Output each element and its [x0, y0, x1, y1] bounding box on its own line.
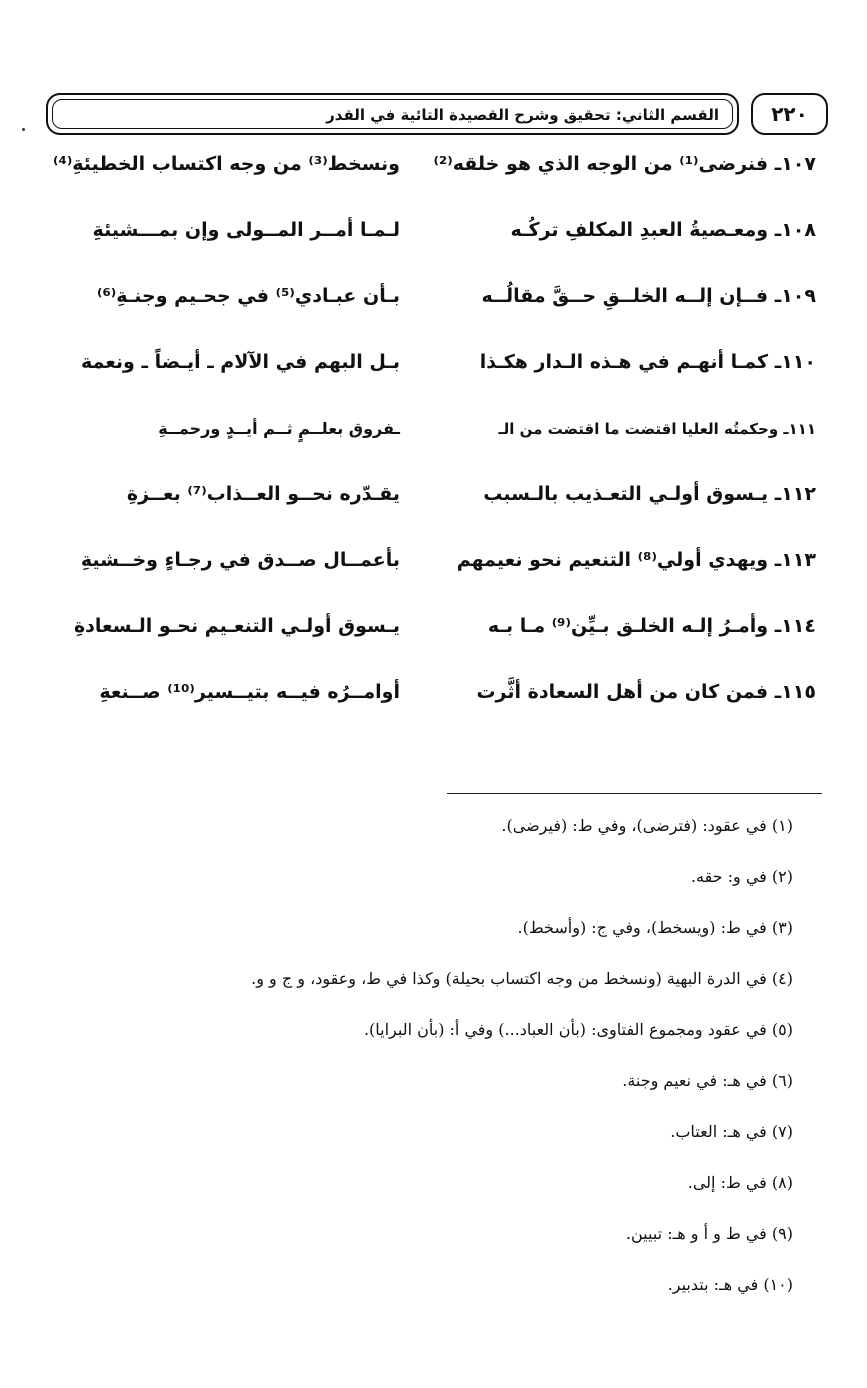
verse-first-hemistich: ١١٢ـ يـسوق أولـي التعـذيب بالـسبب	[483, 483, 816, 505]
verse-second-hemistich: لـمـا أمــر المــولى وإن بمـــشيئةِ	[92, 219, 400, 241]
verse-112	[50, 475, 816, 541]
verse-108	[50, 211, 816, 277]
verse-first-hemistich: ١٠٨ـ ومعـصيةُ العبدِ المكلفِ تركُـه	[510, 219, 816, 241]
verse-111	[50, 409, 816, 475]
verse-first-hemistich: ١١٣ـ ويهدي أولي⁽⁸⁾ التنعيم نحو نعيمهم	[456, 549, 816, 571]
footnote-separator	[447, 793, 822, 794]
verse-second-hemistich: يقـدّره نحــو العــذاب⁽⁷⁾ بعــزةِ	[126, 483, 400, 505]
footnote-list	[103, 811, 793, 1321]
verse-first-hemistich: ١٠٩ـ فــإن إلــه الخلــقِ حــقَّ مقالُــه	[481, 285, 816, 307]
footnote: (١٠) في هـ: بتدبير.	[667, 1275, 793, 1294]
verse-second-hemistich: يـسوق أولـي التنعـيم نحـو الـسعادةِ	[73, 615, 400, 637]
verse-second-hemistich: ـفروق بعلــمٍ ثــم أيــدٍ ورحمــةِ	[158, 419, 400, 438]
title-frame	[46, 93, 739, 135]
verse-first-hemistich: ١١٤ـ وأمـرُ إلـه الخلـق بـيِّن⁽⁹⁾ مـا بـه	[487, 615, 816, 637]
page-number-frame	[751, 93, 828, 135]
footnote: (٤) في الدرة البهية (ونسخط من وجه اكتساب بحيلة) وكذا في ط، وعقود، و ج و و.	[251, 969, 793, 988]
page-header	[46, 93, 828, 137]
footnote: (٦) في هـ: في نعيم وجنة.	[622, 1071, 793, 1090]
footnote: (٥) في عقود ومجموع الفتاوى: (بأن العباد...) وفي أ: (بأن البرايا).	[363, 1020, 793, 1039]
verse-second-hemistich: أوامــرُه فيــه بتيــسير⁽¹⁰⁾ صــنعةِ	[99, 681, 400, 703]
verse-second-hemistich: ونسخط⁽³⁾ من وجه اكتساب الخطيئةِ⁽⁴⁾	[53, 153, 400, 175]
footnote: (١) في عقود: (فترضى)، وفي ط: (فيرضى).	[501, 816, 793, 835]
footnote: (٧) في هـ: العتاب.	[670, 1122, 793, 1141]
verse-first-hemistich: ١٠٧ـ فنرضى⁽¹⁾ من الوجه الذي هو خلقه⁽²⁾	[433, 153, 816, 175]
verse-107	[50, 145, 816, 211]
footnote: (٣) في ط: (ويسخط)، وفي ج: (وأسخط).	[517, 918, 793, 937]
footnote: (٢) في و: حقه.	[690, 867, 793, 886]
verse-114	[50, 607, 816, 673]
verse-first-hemistich: ١١٠ـ كمـا أنهـم في هـذه الـدار هكـذا	[479, 351, 816, 373]
footnote: (٩) في ط و أ و هـ: تبيين.	[625, 1224, 793, 1243]
verse-list	[50, 145, 816, 739]
footnote: (٨) في ط: إلى.	[687, 1173, 793, 1192]
running-title: القسم الثاني: تحقيق وشرح القصيدة التائية في القدر	[326, 106, 719, 124]
page-speck	[22, 128, 25, 131]
verse-115	[50, 673, 816, 739]
verse-second-hemistich: بـأن عبـادي⁽⁵⁾ في جحـيم وجنـةِ⁽⁶⁾	[96, 285, 400, 307]
verse-first-hemistich: ١١٥ـ فمن كان من أهل السعادة أثَّرت	[476, 681, 816, 703]
verse-first-hemistich: ١١١ـ وحكمتُه العليا اقتضت ما اقتضت من الـ	[498, 420, 816, 438]
verse-113	[50, 541, 816, 607]
verse-110	[50, 343, 816, 409]
verse-second-hemistich: بـل البهم في الآلام ـ أيـضاً ـ ونعمة	[80, 351, 400, 373]
verse-second-hemistich: بأعمــال صــدق في رجـاءٍ وخــشيةِ	[80, 549, 400, 571]
page-number: ٢٢٠	[771, 102, 808, 126]
verse-109	[50, 277, 816, 343]
